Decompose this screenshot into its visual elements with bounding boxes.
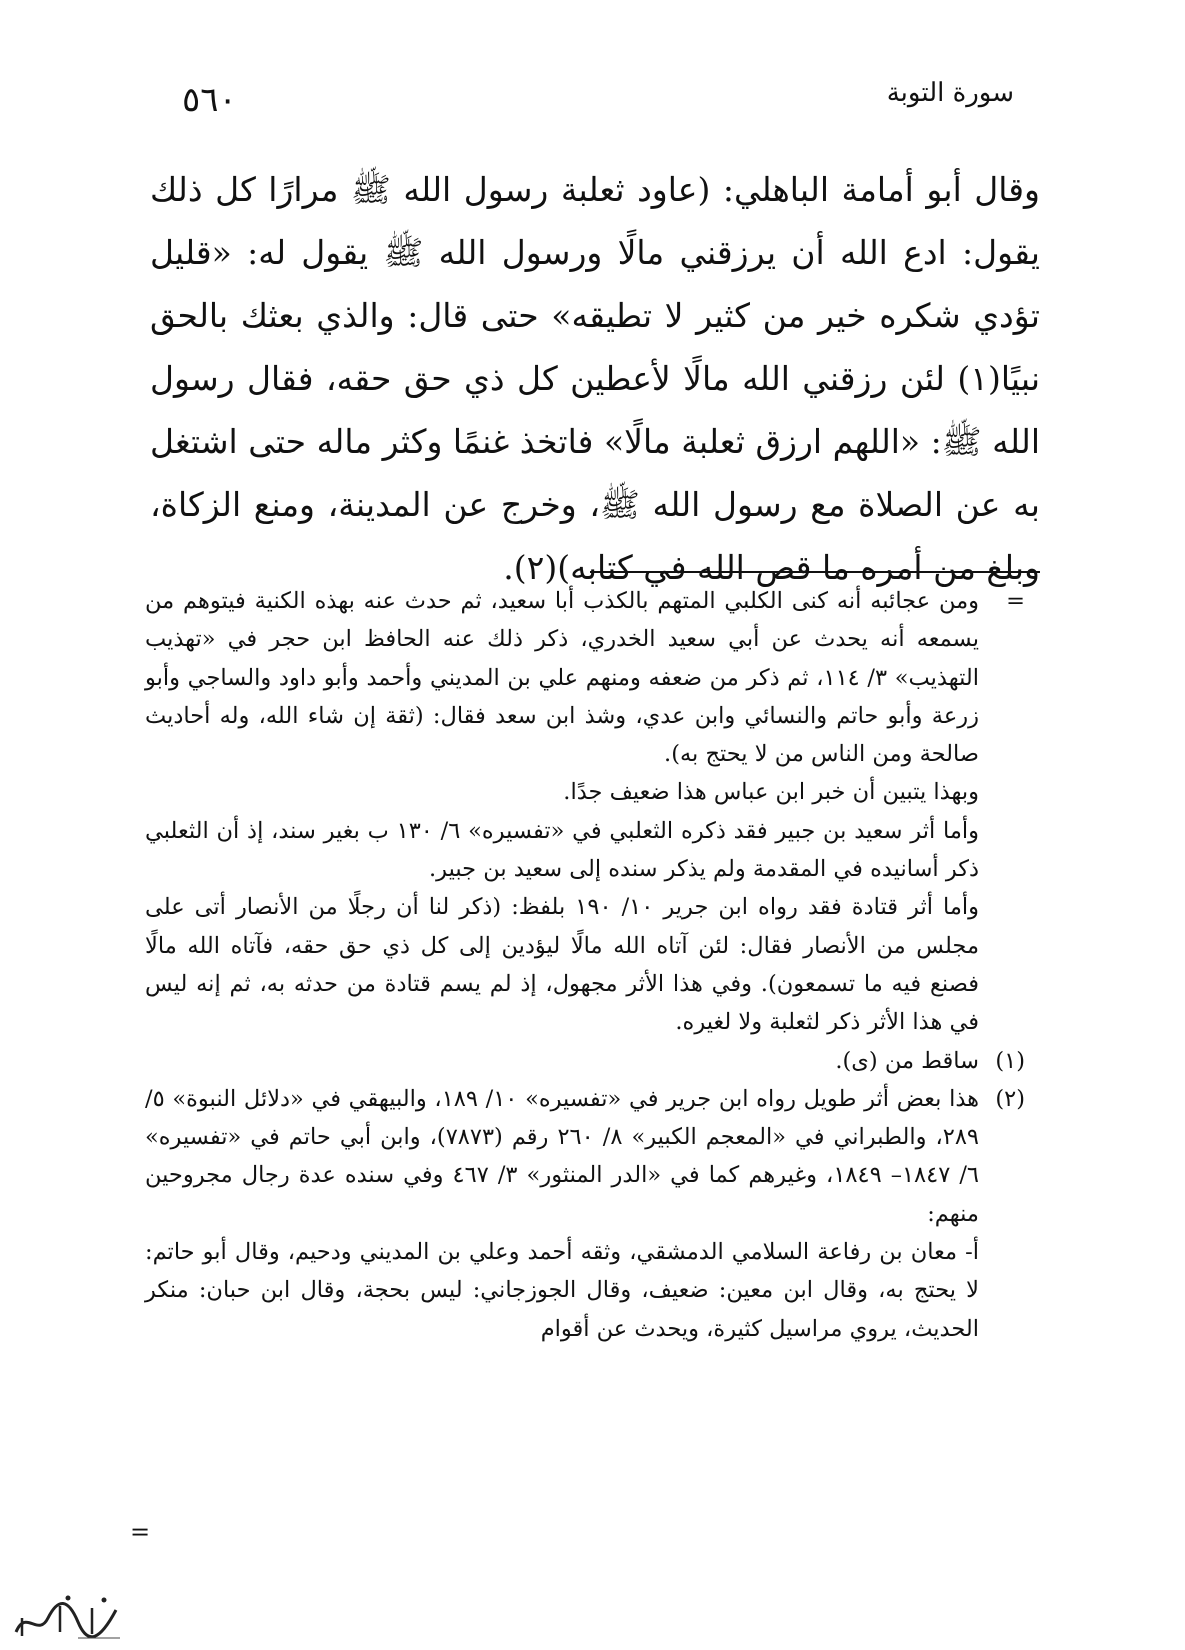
continuation-paragraph: ومن عجائبه أنه كنى الكلبي المتهم بالكذب أبا سعيد، ثم حدث عنه بهذه الكنية فيتوهم من يسمعه أنه يحدث عن أبي سعيد الخدري، ذكر ذلك عنه الحافظ ابن حجر في «تهذيب التهذيب» ٣/ ١١٤، ثم ذكر من ضعفه ومنهم علي بن المديني وأحمد وأبو داود والساجي وأبو زرعة وأبو حاتم والنسائي وابن عدي، وشذ ابن سعد فقال: (ثقة إن شاء الله، وله أحاديث صالحة ومن الناس من لا يحتج به).	[145, 588, 979, 768]
footnote-2	[145, 1080, 1025, 1233]
footnote-paragraph: وأما أثر سعيد بن جبير فقد ذكره الثعلبي في «تفسيره» ٦/ ١٣٠ ب بغير سند، إذ أن الثعلبي ذكر أسانيده في المقدمة ولم يذكر سنده إلى سعيد بن جبير.	[145, 817, 980, 883]
footnote-sub-item: أ- معان بن رفاعة السلامي الدمشقي، وثقه أحمد وعلي بن المديني ودحيم، وقال أبو حاتم: لا يحتج به، وقال ابن معين: ضعيف، وقال الجوزجاني: ليس بحجة، وقال ابن حبان: منكر الحديث، يروي مراسيل كثيرة، ويحدث عن أقوام	[145, 1239, 979, 1342]
page-number: ٥٦٠	[182, 80, 237, 120]
continuation-marker: =	[1006, 588, 1025, 614]
logo-calligraphy-icon	[8, 1588, 128, 1644]
page-header	[150, 78, 1050, 128]
footnote-text: ساقط من (ى).	[835, 1047, 979, 1074]
footnote-1	[145, 1042, 1025, 1080]
footnote-marker: (٢)	[995, 1085, 1025, 1112]
main-paragraph: وقال أبو أمامة الباهلي: (عاود ثعلبة رسول الله ﷺ مرارًا كل ذلك يقول: ادع الله أن يرزقني مالًا ورسول الله ﷺ يقول له: «قليل تؤدي شكره خير من كثير لا تطيقه» حتى قال: والذي بعثك بالحق نبيًا(١) لئن رزقني الله مالًا لأعطين كل ذي حق حقه، فقال رسول الله ﷺ: «اللهم ارزق ثعلبة مالًا» فاتخذ غنمًا وكثر ماله حتى اشتغل به عن الصلاة مع رسول الله ﷺ، وخرج عن المدينة، ومنع الزكاة، وبلغ من أمره ما قص الله في كتابه)(٢).	[150, 170, 1040, 587]
publisher-logo	[8, 1588, 128, 1644]
footnotes-section	[145, 582, 1025, 1348]
main-body-text	[150, 158, 1040, 599]
footnote-text: هذا بعض أثر طويل رواه ابن جرير في «تفسيره» ١٠/ ١٨٩، والبيهقي في «دلائل النبوة» ٥/ ٢٨٩، والطبراني في «المعجم الكبير» ٨/ ٢٦٠ رقم (٧٨٧٣)، وابن أبي حاتم في «تفسيره» ٦/ ١٨٤٧– ١٨٤٩، وغيرهم كما في «الدر المنثور» ٣/ ٤٦٧ وفي سنده عدة رجال مجروحين منهم:	[145, 1085, 980, 1227]
footnote-marker: (١)	[995, 1047, 1025, 1074]
footnote-continuation	[145, 582, 1025, 773]
footnote-divider	[590, 571, 1040, 573]
footnote-paragraph: وأما أثر قتادة فقد رواه ابن جرير ١٠/ ١٩٠ بلفظ: (ذكر لنا أن رجلًا من الأنصار أتى على مجلس من الأنصار فقال: لئن آتاه الله مالًا ليؤدين إلى كل ذي حق حقه، فآتاه الله مالًا فصنع فيه ما تسمعون). وفي هذا الأثر مجهول، إذ لم يسم قتادة من حدثه به، ثم إنه ليس في هذا الأثر ذكر لثعلبة ولا لغيره.	[145, 894, 979, 1036]
continuation-paragraph: وبهذا يتبين أن خبر ابن عباس هذا ضعيف جدًا.	[563, 779, 979, 806]
surah-title: سورة التوبة	[886, 78, 1014, 108]
next-page-marker: =	[130, 1518, 151, 1546]
